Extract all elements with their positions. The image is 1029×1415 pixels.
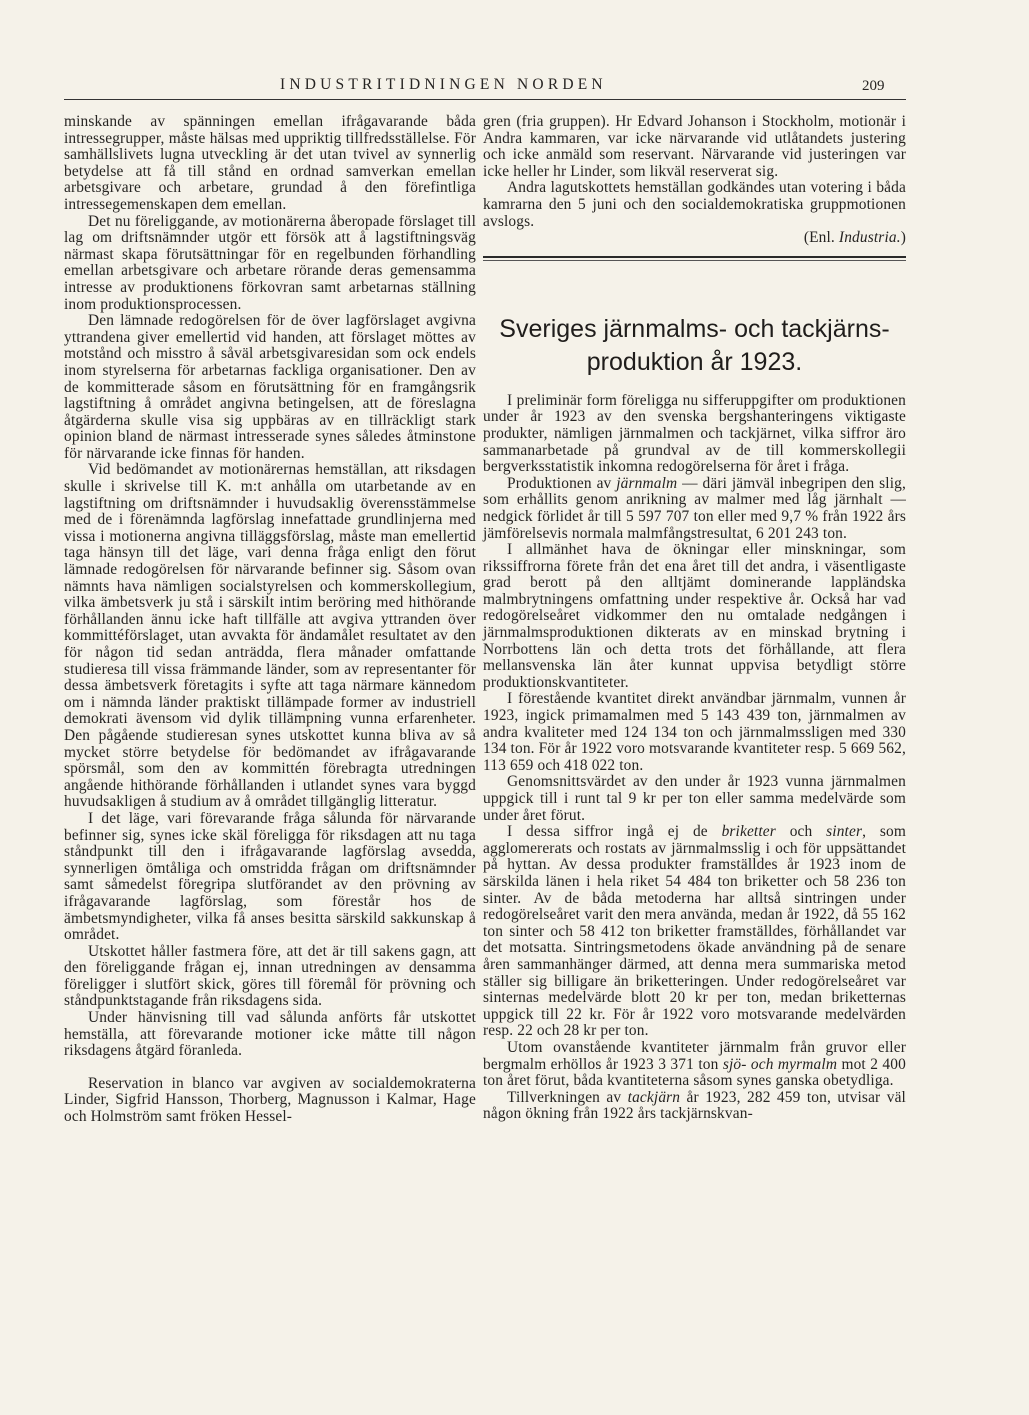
text-run: Andra lagutskottets hemställan godkändes utan votering i båda kamrarna den 5 juni och den socialdemokratiska gruppmotionen avslogs. bbox=[483, 179, 906, 230]
article-title bbox=[483, 313, 906, 379]
text-run: mot 2 400 ton året förut, båda kvantiteterna såsom synes ganska obetydliga. bbox=[483, 1055, 906, 1090]
text-run: I förestående kvantitet direkt användbar järnmalm, vunnen år 1923, ingick primamalmen med 5 143 439 ton, järnmalmen av andra kvaliteter med 124 134 ton och järnmalmssligen med 330 134 ton. För år 1922 voro motsvarande kvantiteter resp. 5 669 562, 113 659 och 418 022 ton. bbox=[483, 690, 906, 774]
text-run: Utom ovanstående kvantiteter järnmalm från gruvor eller bergmalm erhöllos år 1923 3 371 ton bbox=[483, 1038, 906, 1073]
text-run: Det nu föreliggande, av motionärerna åberopade förslaget till lag om driftsnämnder utgör ett försök att å lagstiftningsväg närmast skapa förutsättningar för en regelbunden förhandling emellan arbetsgivare och arbetare rörande deras gemensamma intresse av produktionens förkovran samt arbetarnas ställning inom produktionsprocessen. bbox=[64, 212, 476, 313]
paragraph bbox=[483, 393, 906, 476]
source-publication: Industria. bbox=[838, 229, 901, 247]
text-run: I allmänhet hava de ökningar eller minskningar, som rikssiffrorna förete från det ena året till det andra, i väsentligaste grad berott på den alltjämt dominerande lappländska malmbrytningens omfattning under respektive år. Också har vad redogörelseåret vidkommer den nu omtalade nedgången i järnmalmsproduktionen dikterats av en minskad brytning i Norrbottens län och detta trots det förhållande, att flera mellansvenska län åter kunnat uppvisa betydligt större produktionskvantiteter. bbox=[483, 541, 906, 691]
running-title: INDUSTRITIDNINGEN NORDEN bbox=[280, 76, 607, 93]
section-divider bbox=[483, 256, 906, 258]
paragraph bbox=[483, 180, 906, 230]
paragraph bbox=[64, 1010, 476, 1060]
paragraph bbox=[483, 691, 906, 774]
text-run: Under hänvisning till vad sålunda anförts får utskottet hemställa, att förevarande motioner icke måtte till någon riksdagens åtgärd föranleda. bbox=[64, 1009, 476, 1060]
paragraph bbox=[483, 774, 906, 824]
text-run: Utskottet håller fastmera före, att det är till sakens gagn, att den föreliggande frågan ej, innan utredningen av densamma föreligger i slutfört skick, göres till föremål för prövning och ståndpunktstagande från riksdagens sida. bbox=[64, 942, 476, 1010]
article-body bbox=[483, 393, 906, 1123]
text-run: år 1923, 282 459 ton, utvisar väl någon ökning från 1922 års tackjärnskvan- bbox=[483, 1088, 906, 1123]
paragraph bbox=[64, 462, 476, 810]
paragraph bbox=[64, 114, 476, 214]
header-rule bbox=[64, 99, 906, 100]
text-run: Genomsnittsvärdet av den under år 1923 vunna järnmalmen uppgick till i runt tal 9 kr per ton eller samma medelvärde som under året förut. bbox=[483, 773, 906, 824]
article-title-line-2: produktion år 1923. bbox=[586, 347, 803, 376]
text-run: gren (fria gruppen). Hr Edvard Johanson i Stockholm, motionär i Andra kammaren, var icke närvarande vid utlåtandets justering och icke anmäld som reservant. Närvarande vid justeringen var icke heller hr Linder, som likväl reserverat sig. bbox=[483, 113, 906, 180]
paragraph bbox=[64, 214, 476, 314]
paragraph bbox=[64, 811, 476, 944]
text-run: Den lämnade redogörelsen för de över lagförslaget avgivna yttrandena giver emellertid vid handen, att förslaget möttes av motstånd och misstro å såväl arbetsgivaresidan som ock endels inom styrelserna för arbetarnas fackliga organisationer. Den av de kommitterade såsom en förutsättning för en framgångsrik lagstiftning å området angivna betingelsen, att de föreslagna åtgärderna skulle visa sig uppbäras av en tillräckligt stark opinion bland de närmast intresserade synes således åtminstone för närvarande icke finnas för handen. bbox=[64, 312, 476, 462]
text-run: Produktionen av bbox=[507, 474, 617, 492]
source-prefix: (Enl. bbox=[803, 229, 839, 247]
source-citation bbox=[483, 230, 906, 247]
text-run: — däri jämväl inbegripen den slig, som erhållits genom anrikning av malmer med låg järnhalt — nedgick förlidet år till 5 597 707 ton eller med 9,7 % från 1922 års jämförelsevis normala malmfångstresultat, 6 201 243 ton. bbox=[483, 474, 906, 542]
paragraph bbox=[483, 542, 906, 691]
text-run: I det läge, vari förevarande fråga sålunda för närvarande befinner sig, synes icke skäl föreligga för riksdagen att nu taga ståndpunkt till den i ifrågavarande lagförslag avsedda, synnerligen ömtåliga och omstridda frågan om driftsnämnder samt såmedelst föregripa slutförandet av den prövning av ifrågavarande lagförslag, som förestår hos de ämbetsmyndigheter, vilka få anses besitta särskild sakkunskap å området. bbox=[64, 809, 476, 944]
italic-term: sjö- och myrmalm bbox=[722, 1055, 838, 1073]
right-column bbox=[483, 114, 906, 1123]
text-run: minskande av spänningen emellan ifrågavarande båda intressegrupper, måste hälsas med uppriktig tillfredsställelse. För samhällslivets lugna utveckling är det utan tvivel av synnerlig betydelse att få till stånd en ordnad samverkan emellan arbetsgivare och arbetare, grundad å den förefintliga intressegemenskapen dem emellan. bbox=[64, 113, 476, 213]
section-divider-thin bbox=[483, 260, 906, 261]
text-run: Reservation in blanco var avgiven av socialdemokraterna Linder, Sigfrid Hansson, Thorberg, Magnusson i Kalmar, Hage och Holmström samt fröken Hessel- bbox=[64, 1074, 476, 1126]
text-run: och bbox=[775, 823, 827, 841]
paragraph bbox=[483, 824, 906, 1040]
paragraph bbox=[483, 1040, 906, 1090]
paragraph bbox=[64, 944, 476, 1010]
italic-term: briketter bbox=[721, 823, 776, 841]
text-run: Tillverkningen av bbox=[507, 1088, 628, 1106]
text-run: , som agglomererats och rostats av järnmalmsslig i och för uppsättandet på hyttan. Av dessa produkter framställdes år 1923 inom de särskilda länen i hela riket 54 484 ton briketter och 58 236 ton sinter. Av de båda metoderna har alltså sintringen under redogörelseåret varit den mera använda, medan år 1922, då 55 162 ton sinter och 58 412 ton briketter framställdes, förhållandet var det motsatta. Sintringsmetodens ökade användning på de senare åren sammanhänger därmed, att denna mera summariska metod ställer sig billigare än briketteringen. Under redogörelseåret var sinternas medelvärde blott 20 kr per ton, medan briketternas uppgick till 22 kr. För år 1922 voro motsvarande medelvärden resp. 22 och 28 kr per ton. bbox=[483, 823, 906, 1040]
italic-term: järnmalm bbox=[616, 474, 678, 492]
source-suffix: ) bbox=[900, 229, 906, 247]
paragraph bbox=[64, 1076, 476, 1126]
text-run: Vid bedömandet av motionärernas hemställan, att riksdagen skulle i skrivelse till K. m:t anhålla om utarbetande av en lagstiftning om driftsnämnder i huvudsaklig överensstämmelse med de i förenämnda lagförslag innefattade grundlinjerna med vissa i motionerna angivna tilläggsförslag, måste man emellertid taga hänsyn till det läge, vari denna fråga enligt den förut lämnade redogörelsen för närvarande befinner sig. Såsom ovan nämnts hava nämligen socialstyrelsen och kommerskollegium, vilka ämbetsverk ju stå i särskilt intim beröring med hithörande förhållanden ännu icke haft tillfälle att avgiva yttranden över kommittéförslaget, utan avvakta för ändamålet resultatet av den för någon tid sedan anträdda, flera månader omfattande studieresa till vissa främmande länder, som av representanter för dessa ämbetsverk företagits i syfte att taga närmare kännedom om i nämnda länder praktiskt tillämpade former av industriell demokrati ävensom vid dylik tillämpning vunna erfarenheter. Den pågående studieresan synes utskottet kunna bliva av så mycket större betydelse för bedömandet av ifrågavarande spörsmål, som den av kommittén förebragta utredningen angående hithörande förhållanden i utlandet synes vara byggd huvudsakligen å studium av å området tillgänglig litteratur. bbox=[64, 461, 476, 811]
continued-article bbox=[483, 114, 906, 230]
text-run: I dessa siffror ingå ej de bbox=[507, 823, 722, 841]
article-title-line-1: Sveriges järnmalms- och tackjärns- bbox=[499, 314, 890, 343]
paragraph bbox=[483, 1090, 906, 1123]
paragraph bbox=[483, 114, 906, 180]
italic-term: tackjärn bbox=[627, 1088, 681, 1106]
paragraph bbox=[64, 313, 476, 462]
paragraph bbox=[483, 476, 906, 542]
italic-term: sinter bbox=[826, 823, 863, 841]
text-run: I preliminär form föreligga nu sifferuppgifter om produktionen under år 1923 av den svenska bergshanteringens viktigaste produkter, nämligen järnmalmen och tackjärnet, vilka siffror äro sammanarbetade på grundval av de till kommerskollegii bergverksstatistik inkomna redogörelserna för året i fråga. bbox=[483, 391, 906, 476]
left-column bbox=[64, 114, 476, 1126]
page-number: 209 bbox=[862, 78, 885, 94]
